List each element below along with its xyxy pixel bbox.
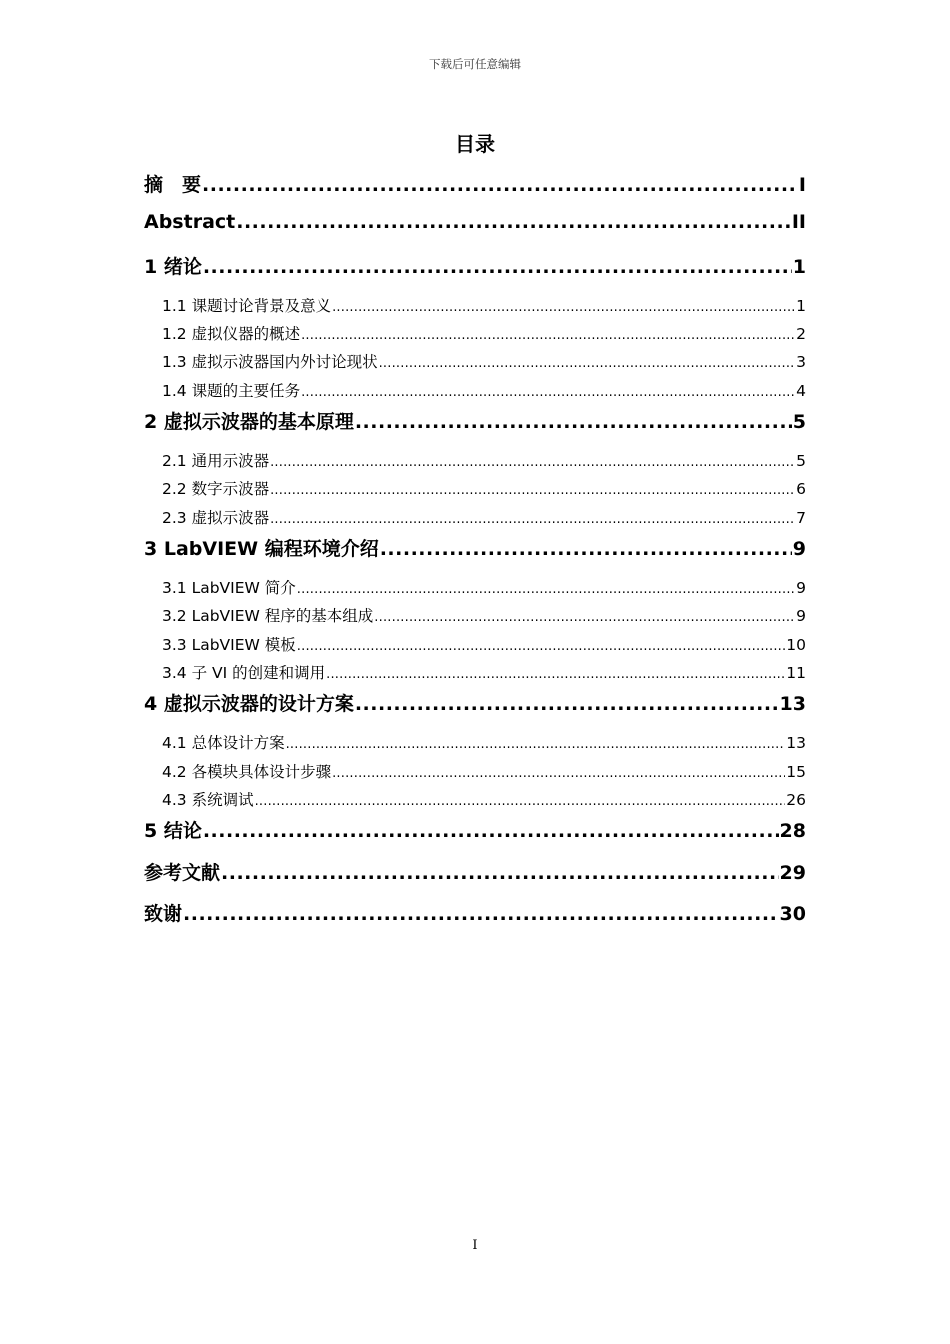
toc-entry-label: 4.1 总体设计方案	[162, 734, 285, 752]
toc-entry-page: 11	[786, 664, 806, 682]
toc-entry-label: 2 虚拟示波器的基本原理	[144, 411, 354, 433]
toc-section-entry[interactable]	[0, 294, 806, 316]
toc-entry-label: 3 LabVIEW 编程环境介绍	[144, 538, 379, 560]
toc-chapter-entry[interactable]	[0, 816, 806, 843]
toc-entry-page: 3	[796, 353, 806, 371]
toc-entry-label: 1.1 课题讨论背景及意义	[162, 297, 332, 315]
toc-leader-dots	[297, 639, 785, 654]
toc-entry-page: II	[791, 211, 806, 233]
toc-section-entry[interactable]	[0, 604, 806, 626]
toc-leader-dots	[183, 903, 779, 925]
toc-section-entry[interactable]	[0, 633, 806, 655]
toc-leader-dots	[255, 794, 786, 809]
toc-entry-page: 9	[792, 538, 806, 560]
toc-leader-dots	[355, 693, 779, 715]
toc-entry-label: 3.1 LabVIEW 简介	[162, 579, 296, 597]
toc-entry-page: 9	[796, 607, 806, 625]
toc-leader-dots	[332, 766, 785, 781]
toc-entry-label: Abstract	[144, 211, 236, 233]
toc-entry-page: 26	[786, 791, 806, 809]
toc-leader-dots	[380, 538, 792, 560]
toc-entry-page: 13	[786, 734, 806, 752]
toc-leader-dots	[270, 483, 795, 498]
toc-entry-page: 1	[796, 297, 806, 315]
toc-leader-dots	[203, 256, 792, 278]
toc-section-entry[interactable]	[0, 731, 806, 753]
toc-entry-page: 28	[779, 820, 806, 842]
toc-chapter-entry[interactable]	[0, 211, 806, 233]
toc-entry-label: 4.3 系统调试	[162, 791, 254, 809]
toc-leader-dots	[202, 174, 798, 196]
toc-entry-label: 4.2 各模块具体设计步骤	[162, 763, 332, 781]
toc-section-entry[interactable]	[0, 322, 806, 344]
toc-entry-page: 13	[779, 693, 806, 715]
toc-leader-dots	[236, 211, 791, 233]
toc-leader-dots	[379, 356, 796, 371]
toc-entry-label: 3.4 子 VI 的创建和调用	[162, 664, 326, 682]
toc-chapter-entry[interactable]	[0, 170, 806, 197]
toc-leader-dots	[355, 411, 792, 433]
toc-entry-label: 1.3 虚拟示波器国内外讨论现状	[162, 353, 378, 371]
toc-chapter-entry[interactable]	[0, 899, 806, 926]
toc-entry-label: 5 结论	[144, 820, 202, 842]
toc-chapter-entry[interactable]	[0, 689, 806, 716]
page-header: 下载后可任意编辑	[429, 57, 521, 71]
toc-entry-label: 4 虚拟示波器的设计方案	[144, 693, 354, 715]
toc-entry-label: 2.3 虚拟示波器	[162, 509, 270, 527]
toc-section-entry[interactable]	[0, 576, 806, 598]
toc-chapter-entry[interactable]	[0, 534, 806, 561]
toc-leader-dots	[301, 385, 795, 400]
toc-section-entry[interactable]	[0, 350, 806, 372]
toc-entry-label: 3.3 LabVIEW 模板	[162, 636, 296, 654]
toc-section-entry[interactable]	[0, 379, 806, 401]
toc-entry-label: 参考文献	[144, 862, 221, 884]
toc-entry-page: 29	[779, 862, 806, 884]
toc-chapter-entry[interactable]	[0, 252, 806, 279]
toc-entry-page: 15	[786, 763, 806, 781]
toc-section-entry[interactable]	[0, 477, 806, 499]
toc-leader-dots	[301, 328, 795, 343]
toc-entry-label: 摘 要	[144, 174, 202, 196]
toc-leader-dots	[270, 455, 795, 470]
toc-section-entry[interactable]	[0, 788, 806, 810]
toc-entry-page: 9	[796, 579, 806, 597]
toc-chapter-entry[interactable]	[0, 858, 806, 885]
toc-entry-page: 1	[792, 256, 806, 278]
toc-entry-page: 6	[796, 480, 806, 498]
toc-entry-label: 1.4 课题的主要任务	[162, 382, 301, 400]
toc-entry-page: 10	[786, 636, 806, 654]
toc-section-entry[interactable]	[0, 661, 806, 683]
toc-entry-page: 5	[792, 411, 806, 433]
toc-title: 目录	[455, 132, 495, 156]
toc-entry-label: 2.1 通用示波器	[162, 452, 270, 470]
toc-leader-dots	[332, 300, 795, 315]
toc-entry-page: 7	[796, 509, 806, 527]
toc-entry-label: 1 绪论	[144, 256, 202, 278]
toc-section-entry[interactable]	[0, 760, 806, 782]
toc-entry-label: 致谢	[144, 903, 183, 925]
toc-leader-dots	[297, 582, 795, 597]
toc-leader-dots	[203, 820, 779, 842]
toc-leader-dots	[286, 737, 786, 752]
toc-entry-page: 2	[796, 325, 806, 343]
toc-entry-label: 1.2 虚拟仪器的概述	[162, 325, 301, 343]
toc-leader-dots	[221, 862, 779, 884]
toc-leader-dots	[326, 667, 785, 682]
toc-chapter-entry[interactable]	[0, 407, 806, 434]
toc-section-entry[interactable]	[0, 449, 806, 471]
toc-section-entry[interactable]	[0, 506, 806, 528]
toc-entry-page: 4	[796, 382, 806, 400]
page-number: I	[472, 1238, 478, 1253]
toc-entry-label: 2.2 数字示波器	[162, 480, 270, 498]
toc-entry-page: I	[798, 174, 806, 196]
toc-entry-page: 5	[796, 452, 806, 470]
toc-entry-label: 3.2 LabVIEW 程序的基本组成	[162, 607, 374, 625]
toc-leader-dots	[270, 512, 795, 527]
toc-leader-dots	[374, 610, 795, 625]
toc-entry-page: 30	[779, 903, 806, 925]
